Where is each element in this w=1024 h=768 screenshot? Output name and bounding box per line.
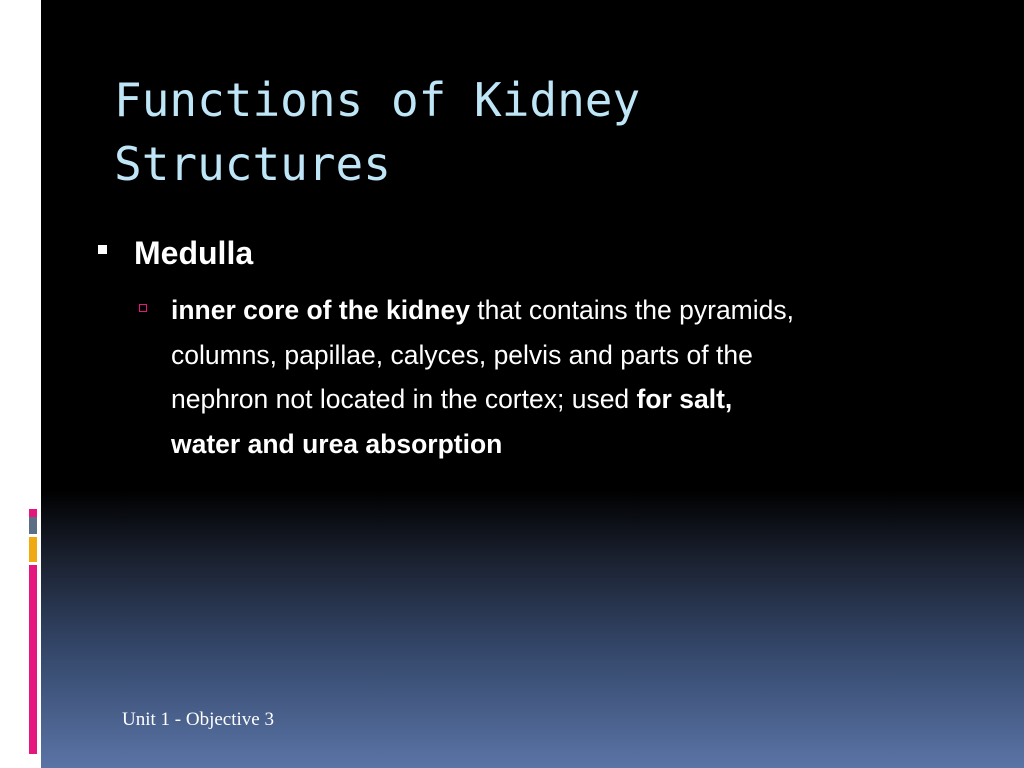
accent-bar-pink-top: [29, 509, 37, 517]
hollow-square-bullet-icon: [139, 304, 147, 312]
title-line-2: Structures: [114, 137, 391, 191]
sub-bullet-text: [171, 288, 986, 466]
title-line-1: Functions of Kidney: [114, 73, 641, 127]
bullet-text: Medulla: [134, 235, 254, 271]
bold-phrase: inner core of the kidney: [171, 295, 470, 325]
accent-bar-gray: [29, 517, 37, 534]
square-bullet-icon: [98, 245, 107, 254]
sub-bullet-line-1: [171, 288, 986, 333]
sub-bullet-line-4: [171, 422, 986, 467]
sub-bullet-line-3: [171, 377, 986, 422]
text-phrase: that contains the pyramids,: [469, 295, 794, 325]
accent-bar-pink: [29, 565, 37, 754]
slide-footer: Unit 1 - Objective 3: [122, 709, 274, 730]
text-phrase: nephron not located in the cortex; used: [171, 384, 637, 414]
sub-bullet-line-2: columns, papillae, calyces, pelvis and parts of the: [171, 339, 753, 370]
accent-bar-yellow: [29, 537, 37, 562]
bold-phrase: water and urea absorption: [171, 428, 503, 459]
slide-title: [114, 68, 974, 196]
bold-phrase: for salt,: [636, 384, 733, 414]
